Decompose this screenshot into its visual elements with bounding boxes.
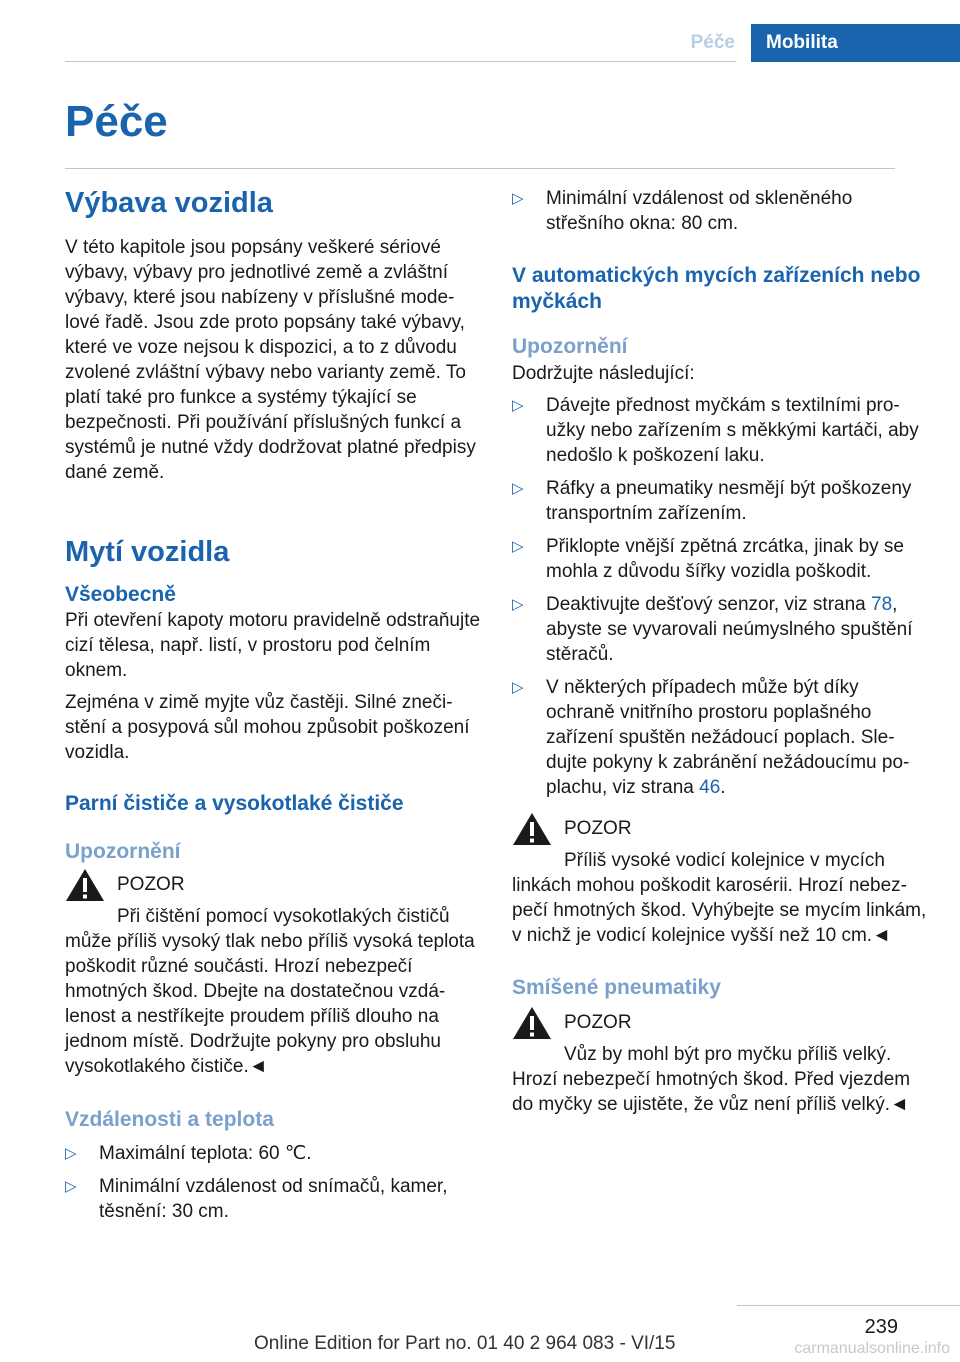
warning-block-left [65, 872, 481, 1079]
triangle-right-icon: ▷ [512, 596, 524, 613]
warning-text-first: Příliš vysoké vodicí kolejnice v mycích [564, 850, 885, 871]
list-item: ▷ Dávejte přednost myčkám s textilními proužky nebo zařízením s měkkými kartáči, aby nedošlo k poškození laku. [512, 395, 919, 466]
footer-divider [737, 1305, 960, 1306]
warning-label: POZOR [564, 818, 632, 839]
distance-list [65, 1141, 481, 1224]
right-column [512, 180, 928, 1117]
page-link-46[interactable]: 46 [699, 777, 721, 798]
triangle-right-icon: ▷ [512, 397, 524, 414]
left-column [65, 180, 481, 1224]
paragraph-vybava: V této kapitole jsou popsány veškeré sériové výbavy, výbavy pro jednotlivé země a zvláštní výbavy, které jsou nabízeny v příslušné modelové řadě. Jsou zde proto popsány také výbavy, které ve voze nejsou k dispozici, a to z důvodu zvolené zvláštní výbavy nebo varianty země. To platí také pro funkce a systémy týkající se bezpečnosti. Při používání příslušných funkcí a systémů je nutné vždy dodržovat platné předpisy dané země. [65, 237, 476, 483]
list-item: ▷ Minimální vzdálenost od skleněného střešního okna: 80 cm. [512, 188, 853, 234]
page-link-78[interactable]: 78 [871, 594, 893, 615]
warning-text-first: Vůz by mohl být pro myčku příliš velký. [564, 1044, 892, 1065]
warning-text-rest: může příliš vysoký tlak nebo příliš vysoká teplota poškodit různé součásti. Hrozí nebezpečí hmotných škod. Dbejte na dostatečnou vzdálenost a nestříkejte proudem příliš dlouho na jednom místě. Dodržujte pokyny pro obsluhu vysokotlakého čističe.◄ [65, 931, 475, 1077]
list-item: ▷ V některých případech může být díky ochraně vnitřního prostoru poplašného zařízení spuštěn nežádoucí poplach. Sledujte pokyny k zabránění nežádoucímu poplachu, viz strana 46. [512, 677, 910, 798]
heading-upozorneni-right: Upozornění [512, 335, 628, 358]
warning-block-rails [512, 816, 928, 948]
heading-smisene: Smíšené pneumatiky [512, 976, 721, 999]
triangle-right-icon: ▷ [512, 679, 524, 696]
heading-vzdalenosti: Vzdálenosti a teplota [65, 1108, 274, 1131]
warning-block-tires [512, 1010, 928, 1117]
footer-edition: Online Edition for Part no. 01 40 2 964 083 - VI/15 [254, 1333, 676, 1354]
heading-vseobecne: Všeobecně [65, 583, 176, 606]
header-divider [65, 61, 736, 62]
page-number: 239 [864, 1316, 898, 1338]
warning-triangle-icon [512, 1006, 552, 1040]
warning-label: POZOR [117, 874, 185, 895]
tab-mobility[interactable]: Mobilita [751, 24, 960, 62]
triangle-right-icon: ▷ [512, 480, 524, 497]
title-divider [65, 168, 895, 169]
warning-triangle-icon [512, 812, 552, 846]
heading-myti: Mytí vozidla [65, 536, 230, 568]
list-item: ▷ Minimální vzdálenost od snímačů, kamer, těsnění: 30 cm. [65, 1176, 448, 1222]
triangle-right-icon: ▷ [512, 190, 524, 207]
header-tabs [677, 24, 960, 62]
watermark: carmanualsonline.info [794, 1340, 950, 1357]
paragraph-vseobecne-2: Zejména v zimě myjte vůz častěji. Silné znečistění a posypová sůl mohou způsobit poškození vozidla. [65, 691, 470, 763]
list-item: ▷ Deaktivujte dešťový senzor, viz strana 78, abyste se vyvarovali neúmyslného spuštění stěračů. [512, 594, 913, 665]
warning-text-rest: linkách mohou poškodit karosérii. Hrozí nebezpečí hmotných škod. Vyhýbejte se mycím linkám, v nichž je vodicí kolejnice vyšší než 10 cm.◄ [512, 875, 927, 946]
paragraph-vseobecne-1: Při otevření kapoty motoru pravidelně odstraňujte cizí tělesa, např. listí, v prostoru pod čelním oknem. [65, 609, 481, 681]
heading-vybava: Výbava vozidla [65, 187, 273, 219]
triangle-right-icon: ▷ [512, 538, 524, 555]
sunroof-list [512, 186, 928, 236]
heading-upozorneni-left: Upozornění [65, 840, 181, 863]
list-item: ▷ Maximální teplota: 60 ℃. [65, 1143, 312, 1164]
carwash-list [512, 393, 928, 800]
triangle-right-icon: ▷ [65, 1145, 77, 1162]
heading-parni: Parní čističe a vysokotlaké čističe [65, 791, 404, 815]
warning-text-rest: Hrozí nebezpečí hmotných škod. Před vjezdem do myčky se ujistěte, že vůz není příliš velký.◄ [512, 1069, 911, 1115]
warning-text-first: Při čištění pomocí vysokotlakých čističů [117, 906, 450, 927]
list-item: ▷ Ráfky a pneumatiky nesmějí být poškozeny transportním zařízením. [512, 478, 912, 524]
warning-label: POZOR [564, 1012, 632, 1033]
warning-triangle-icon [65, 868, 105, 902]
paragraph-intro: Dodržujte následující: [512, 363, 695, 384]
tab-care[interactable]: Péče [690, 32, 735, 53]
heading-automaticke: V automatických mycích zařízeních nebo myčkách [512, 264, 921, 313]
list-item: ▷ Přiklopte vnější zpětná zrcátka, jinak by se mohla z důvodu šířky vozidla poškodit. [512, 536, 905, 582]
page-title: Péče [65, 97, 168, 146]
triangle-right-icon: ▷ [65, 1178, 77, 1195]
